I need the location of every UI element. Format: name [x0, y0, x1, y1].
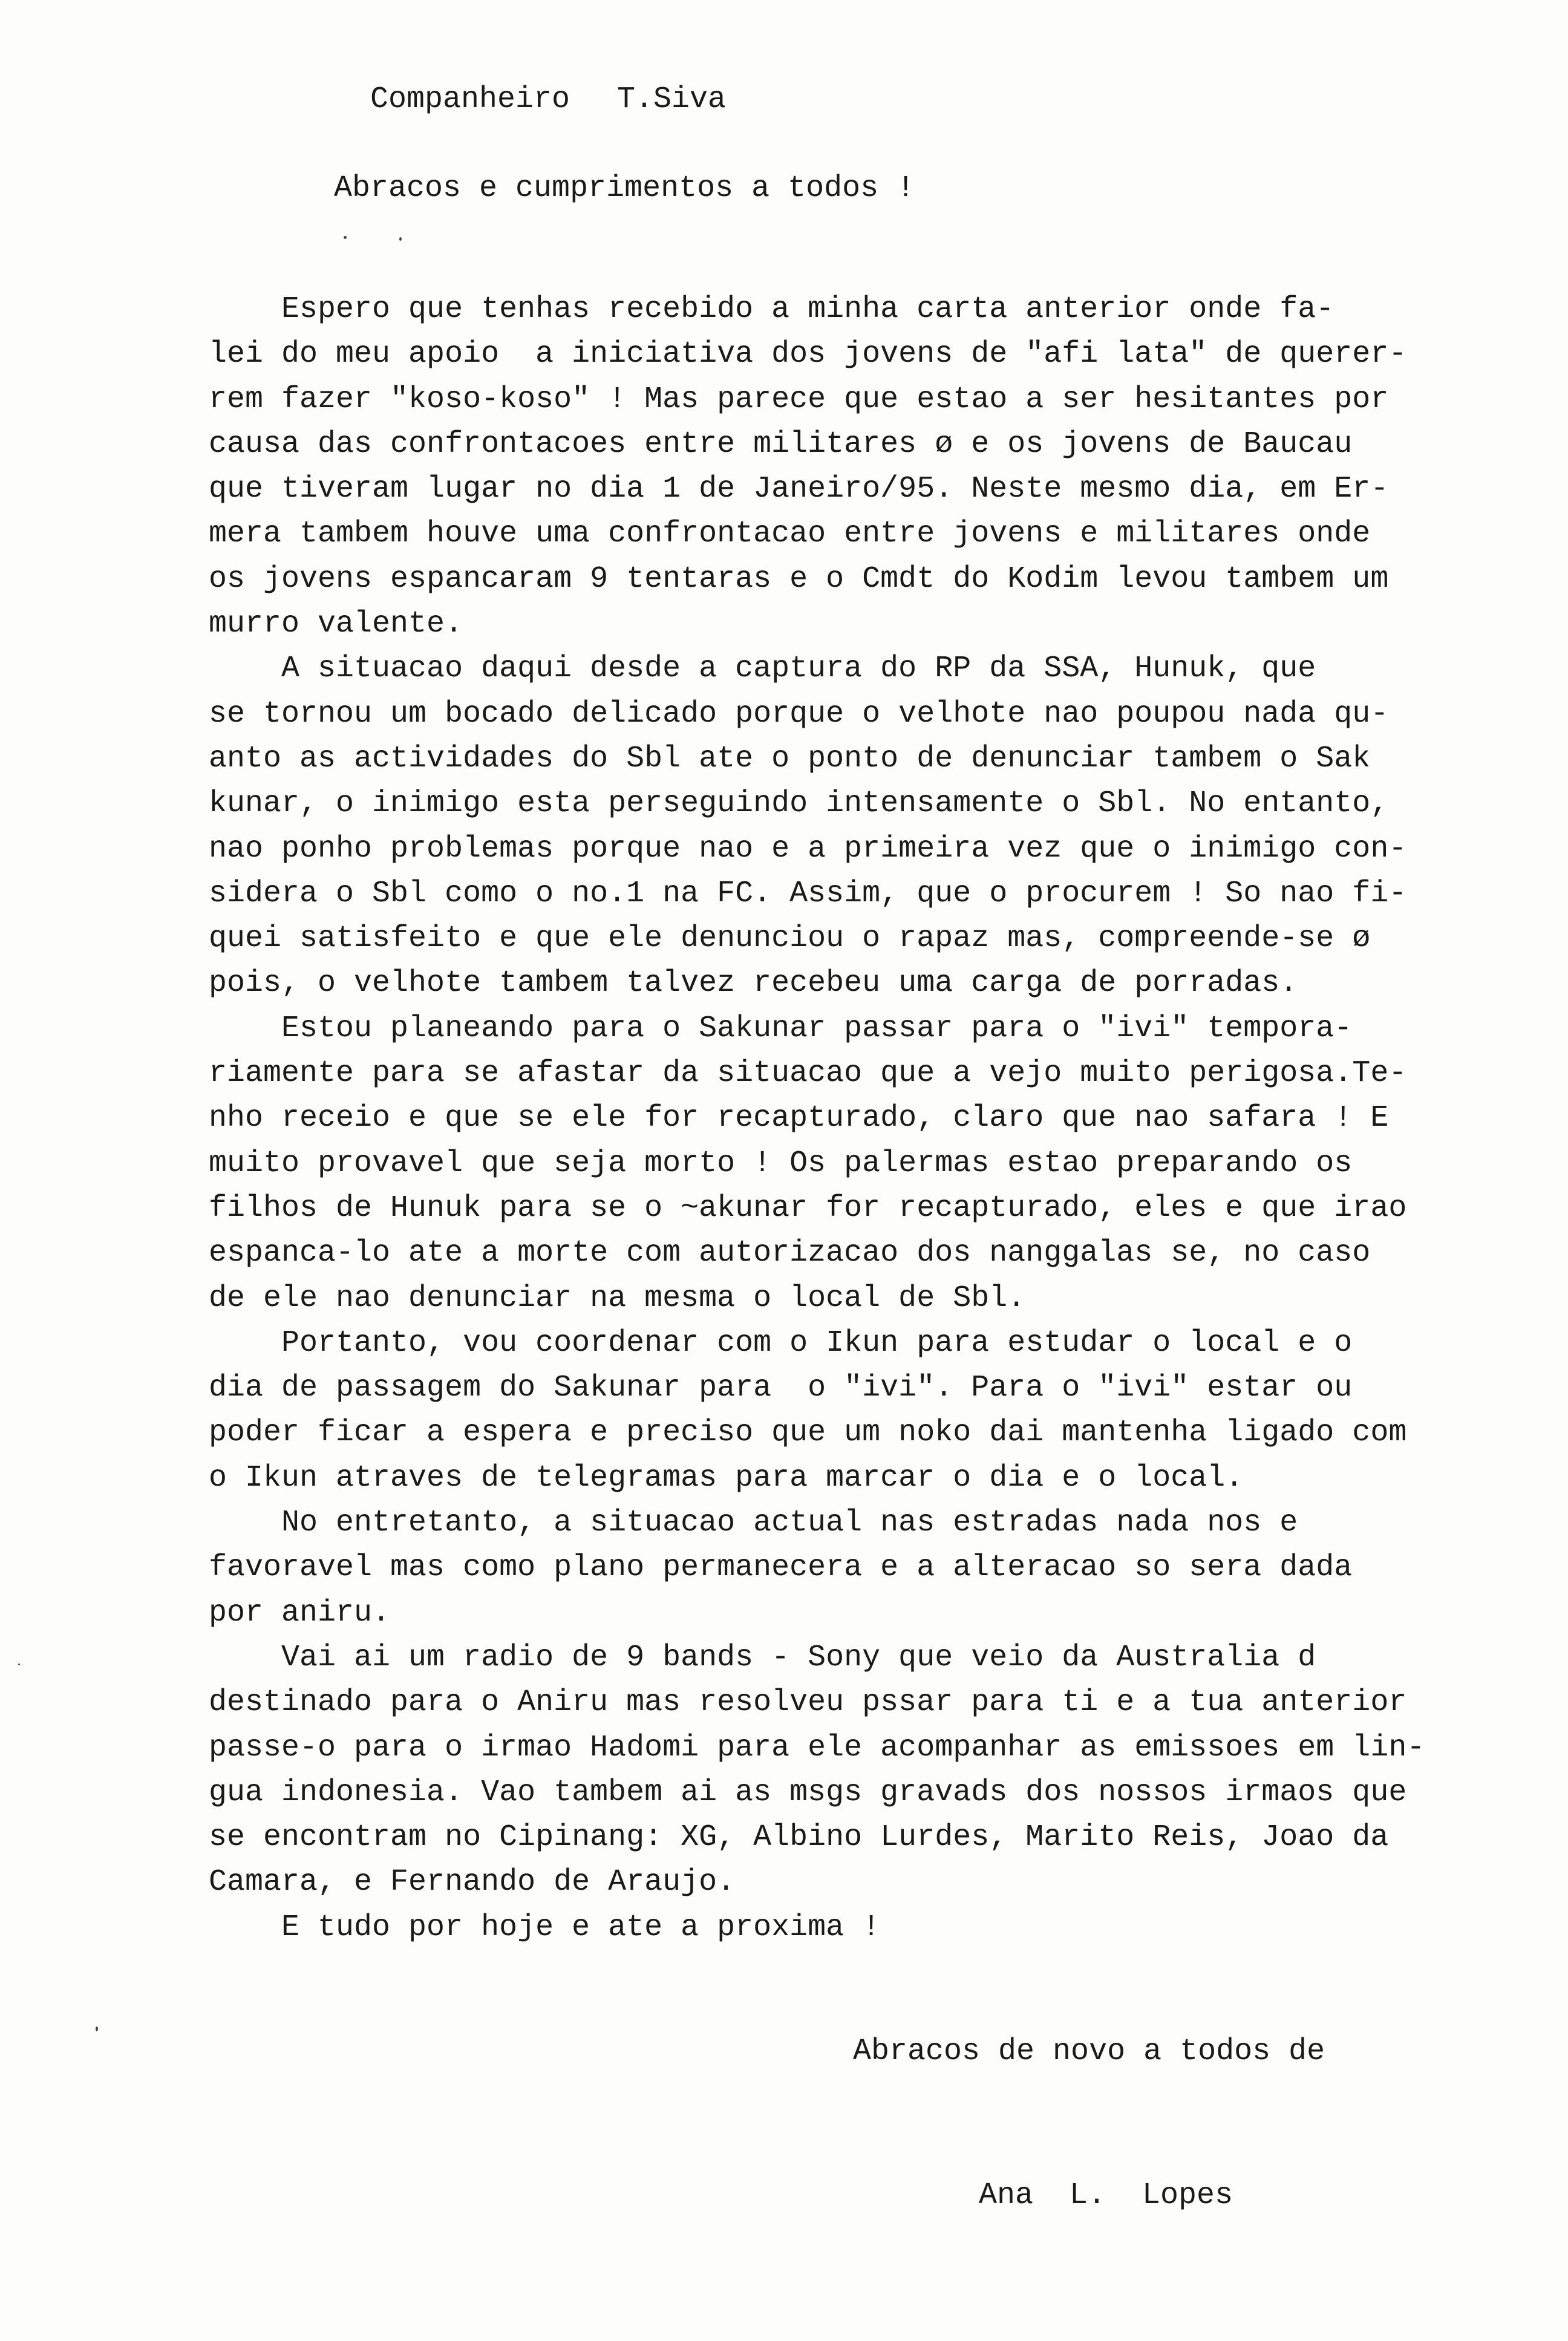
body-line: No entretanto, a situacao actual nas estradas nada nos e	[209, 1506, 1298, 1541]
body-line: gua indonesia. Vao tambem ai as msgs gravads dos nossos irmaos que	[209, 1775, 1407, 1810]
body-line: espanca-lo ate a morte com autorizacao dos nanggalas se, no caso	[209, 1236, 1371, 1271]
body-line: os jovens espancaram 9 tentaras e o Cmdt do Kodim levou tambem um	[209, 561, 1389, 596]
paper-speck	[18, 1664, 20, 1665]
body-line: rem fazer "koso-koso" ! Mas parece que estao a ser hesitantes por	[209, 382, 1389, 417]
body-line: E tudo por hoje e ate a proxima !	[209, 1910, 881, 1945]
paper-speck	[344, 236, 347, 239]
body-line: o Ikun atraves de telegramas para marcar o dia e o local.	[209, 1460, 1244, 1495]
body-line: muito provavel que seja morto ! Os palermas estao preparando os	[209, 1146, 1353, 1181]
body-line: se tornou um bocado delicado porque o velhote nao poupou nada qu-	[209, 696, 1389, 731]
paper-speck	[399, 237, 402, 241]
body-line: Portanto, vou coordenar com o Ikun para estudar o local e o	[209, 1325, 1353, 1360]
greeting: Abracos e cumprimentos a todos !	[334, 171, 915, 206]
body-line: nho receio e que se ele for recapturado, claro que nao safara ! E	[209, 1101, 1389, 1136]
body-line: nao ponho problemas porque nao e a primeira vez que o inimigo con-	[209, 831, 1407, 866]
body-line: destinado para o Aniru mas resolveu pssar para ti e a tua anterior	[209, 1685, 1407, 1720]
body-line: que tiveram lugar no dia 1 de Janeiro/95. Neste mesmo dia, em Er-	[209, 472, 1389, 507]
body-line: murro valente.	[209, 607, 463, 642]
body-line: anto as actividades do Sbl ate o ponto de denunciar tambem o Sak	[209, 741, 1371, 776]
body-line: kunar, o inimigo esta perseguindo intensamente o Sbl. No entanto,	[209, 786, 1389, 821]
body-line: Espero que tenhas recebido a minha carta anterior onde fa-	[209, 292, 1334, 327]
body-line: mera tambem houve uma confrontacao entre jovens e militares onde	[209, 517, 1371, 552]
closing-line: Abracos de novo a todos de	[853, 2034, 1325, 2069]
body-line: Vai ai um radio de 9 bands - Sony que veio da Australia d	[209, 1640, 1316, 1675]
body-line: de ele nao denunciar na mesma o local de Sbl.	[209, 1281, 1026, 1316]
body-line: filhos de Hunuk para se o ~akunar for recapturado, eles e que irao	[209, 1190, 1407, 1226]
body-line: passe-o para o irmao Hadomi para ele acompanhar as emissoes em lin-	[209, 1730, 1425, 1765]
body-line: poder ficar a espera e preciso que um noko dai mantenha ligado com	[209, 1415, 1407, 1451]
body-line: Camara, e Fernando de Araujo.	[209, 1865, 736, 1900]
body-line: dia de passagem do Sakunar para o "ivi". Para o "ivi" estar ou	[209, 1371, 1353, 1406]
body-line: riamente para se afastar da situacao que a vejo muito perigosa.Te-	[209, 1056, 1407, 1091]
signature: Ana L. Lopes	[979, 2178, 1233, 2213]
body-line: lei do meu apoio a iniciativa dos jovens de "afi lata" de querer-	[209, 337, 1407, 372]
body-line: quei satisfeito e que ele denunciou o rapaz mas, compreende-se ø	[209, 921, 1371, 956]
body-line: por aniru.	[209, 1595, 391, 1630]
body-line: A situacao daqui desde a captura do RP da SSA, Hunuk, que	[209, 651, 1316, 687]
body-line: Estou planeando para o Sakunar passar para o "ivi" tempora-	[209, 1011, 1353, 1046]
paper-speck	[96, 2026, 98, 2031]
addressee-name: T.Siva	[617, 82, 727, 117]
addressee-label: Companheiro	[370, 82, 570, 117]
body-line: se encontram no Cipinang: XG, Albino Lurdes, Marito Reis, Joao da	[209, 1820, 1389, 1855]
body-line: pois, o velhote tambem talvez recebeu uma carga de porradas.	[209, 966, 1298, 1001]
body-line: causa das confrontacoes entre militares ø e os jovens de Baucau	[209, 426, 1353, 462]
body-line: favoravel mas como plano permanecera e a alteracao so sera dada	[209, 1550, 1353, 1585]
body-line: sidera o Sbl como o no.1 na FC. Assim, que o procurem ! So nao fi-	[209, 876, 1407, 911]
letter-body	[209, 287, 1425, 1950]
